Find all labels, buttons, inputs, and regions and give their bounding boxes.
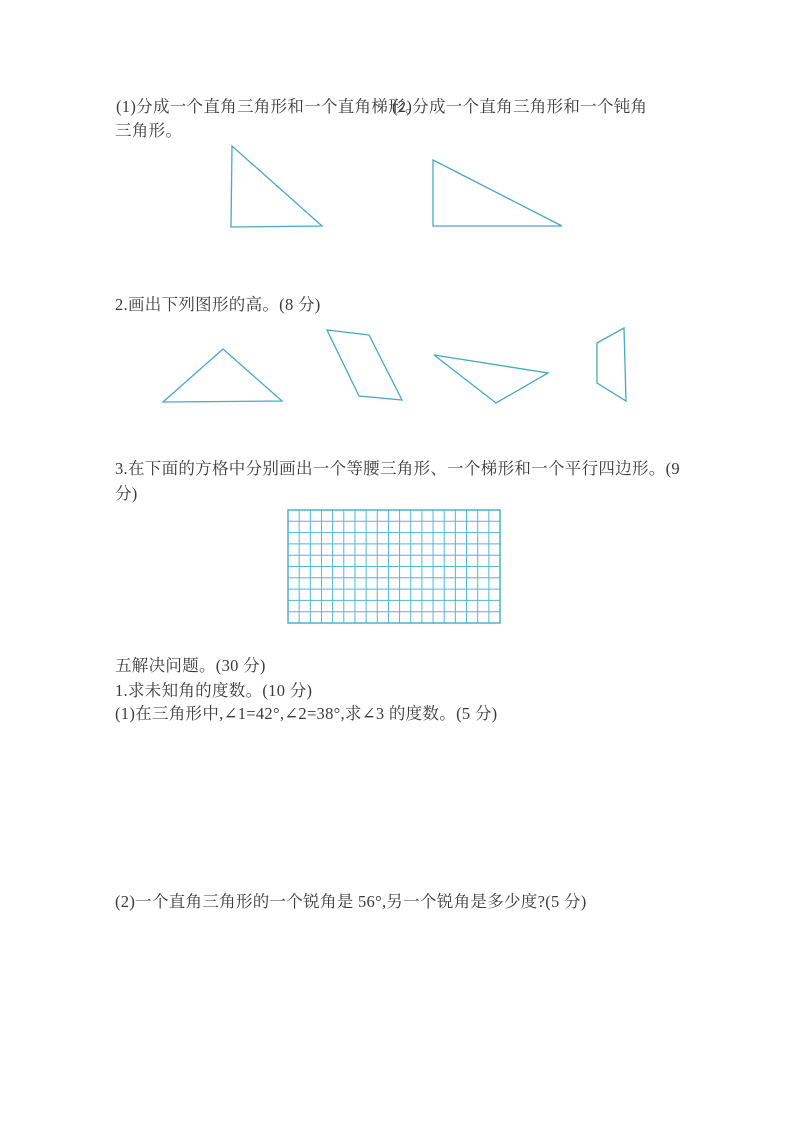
section5-title: 五解决问题。(30 分): [115, 656, 266, 675]
section5-question1-sub1-text: (1)在三角形中,∠1=42°,∠2=38°,求∠3 的度数。(5 分): [115, 704, 498, 723]
right-triangle-2-figure: [433, 160, 562, 226]
question4-sub2-text: (2)分成一个直角三角形和一个钝角: [392, 97, 648, 116]
acute-triangle-figure: [163, 349, 282, 402]
right-triangle-1-figure: [231, 146, 322, 227]
section5-question1-text: 1.求未知角的度数。(10 分): [115, 681, 313, 700]
section5-question1-sub2-text: (2)一个直角三角形的一个锐角是 56°,另一个锐角是多少度?(5 分): [115, 892, 587, 911]
question4-sub2-text-wrap: 三角形。: [115, 121, 183, 140]
trapezoid-figure: [597, 328, 626, 401]
obtuse-triangle-figure: [434, 355, 548, 403]
question3-text-line2: 分): [115, 484, 138, 503]
parallelogram-figure: [327, 330, 402, 400]
question4-sub1-text: (1)分成一个直角三角形和一个直角梯形。: [116, 97, 422, 116]
drawing-grid: [288, 510, 500, 623]
question2-text: 2.画出下列图形的高。(8 分): [115, 295, 321, 314]
question3-text-line1: 3.在下面的方格中分别画出一个等腰三角形、一个梯形和一个平行四边形。(9: [115, 459, 680, 478]
